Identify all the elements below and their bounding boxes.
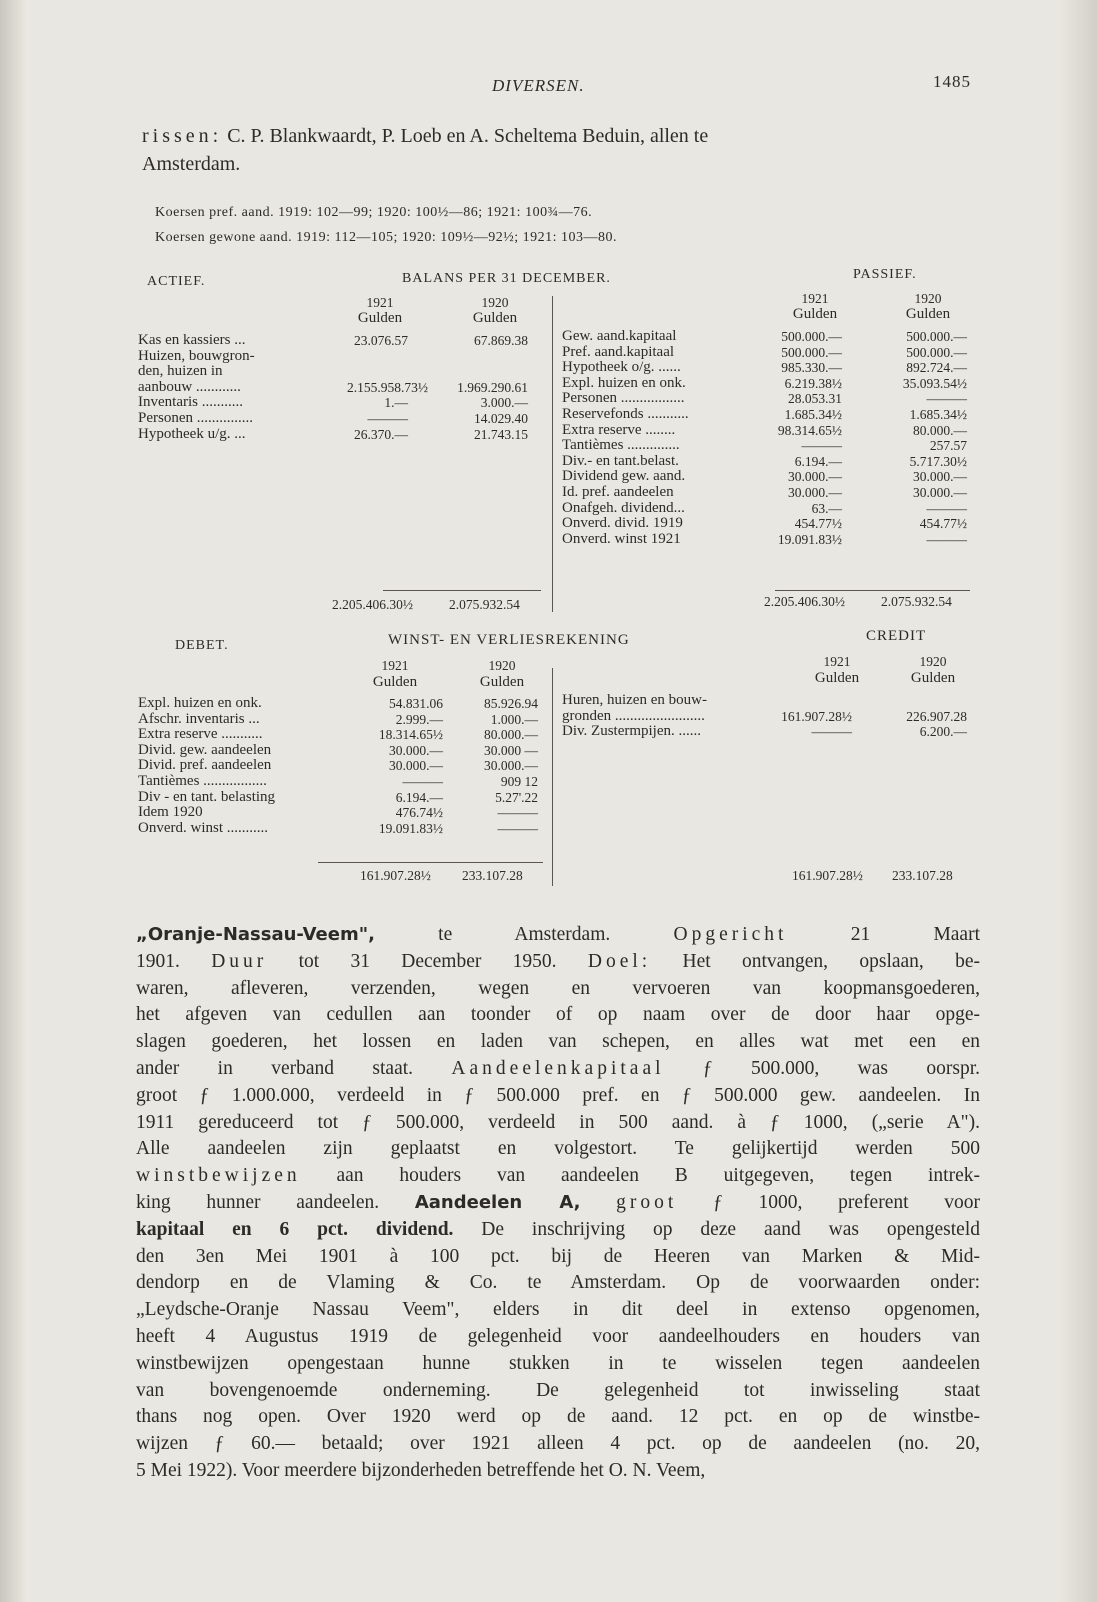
value-1920: 80.000.— [913,422,967,438]
value-1921: 19.091.83½ [777,531,842,547]
text-line [136,1458,980,1485]
row-label: Tantièmes .............. [562,437,680,454]
value-1921: ——— [402,773,443,789]
value-1920: 30.000.— [484,758,538,774]
row-label: Extra reserve ........ [562,421,676,438]
table-row [138,821,548,837]
koersen-gewoon: Koersen gewone aand. 1919: 112—105; 1920: 109½—92½; 1921: 103—80. [155,230,618,245]
row-label: Onverd. winst ........... [138,819,268,836]
value-1920: 1.000.— [490,711,538,727]
text-segment [580,1192,616,1213]
actief-year-1921: 1921 [366,295,394,310]
text-segment: winstbewijzen [136,1165,301,1187]
value-1921: 98.314.65½ [777,422,842,438]
actief-unit-1920: Gulden [472,310,518,326]
value-1920: 257.57 [929,438,967,454]
text-segment: 21 Maart [787,924,980,945]
value-1920: ——— [926,500,967,516]
table-row: Huizen, bouwgron- [138,347,255,364]
text-segment: „Oranje-Nassau-Veem", [136,924,375,945]
table-row: aanbouw ............ 2.155.958.73½ 1.969.290.61 [138,378,528,395]
page-number: 1485 [933,72,971,91]
credit-rows [562,693,982,740]
text-segment: Alle aandeelen zijn geplaatst en volgestort. Te gelijkertijd werden 500 [136,1138,980,1160]
text-line [136,976,980,1003]
table-row [138,790,548,806]
text-line [136,1378,980,1405]
balans-title: BALANS PER 31 DECEMBER. [402,271,611,286]
text-segment: De inschrijving op deze aand was opengesteld [453,1218,980,1240]
value-1920: 500.000.— [906,344,967,360]
text-line [136,922,980,949]
text-segment: waren, afleveren, verzenden, wegen en vervoeren van koopmansgoederen, [136,977,980,999]
value-1920: 5.27'.22 [495,789,538,805]
passief-year-1920: 1920 [914,291,942,306]
text-line [136,1324,980,1351]
value-1921: 30.000.— [389,742,443,758]
text-segment: van bovengenoemde onderneming. De gelegenheid tot inwisseling staat [136,1379,980,1401]
debet-unit-1921: Gulden [372,674,418,690]
value-1920: 892.724.— [906,360,967,376]
text-segment: wijzen ƒ 60.— betaald; over 1921 alleen 4 pct. op de aandeelen (no. 20, [136,1433,980,1455]
text-segment: Aandeelenkapitaal [451,1057,665,1079]
value-1920: 35.093.54½ [902,375,967,391]
text-line [136,1056,980,1083]
value-1921: ——— [801,438,842,454]
text-segment: „Leydsche-Oranje Nassau Veem", elders in dit deel in extenso opgenomen, [136,1299,980,1321]
text-segment: thans nog open. Over 1920 werd op de aand. 12 pct. en op de winstbe- [136,1406,980,1428]
passief-unit-1921: Gulden [792,306,838,322]
text-segment: king hunner aandeelen. [136,1191,415,1213]
text-segment: den 3en Mei 1901 à 100 pct. bij de Heeren van Marken & Mid- [136,1245,980,1267]
row-label: Personen ................. [562,390,685,407]
value-1920: 500.000.— [906,329,967,344]
text-segment: tot 31 December 1950. [267,950,588,972]
value-1921: 6.194.— [395,789,443,805]
text-segment: ƒ 500.000, was oorspr. [664,1057,980,1079]
text-segment: groot ƒ 1.000.000, verdeeld in ƒ 500.000 pref. en ƒ 500.000 gew. aandeelen. In [136,1084,980,1106]
text-segment: dendorp en de Vlaming & Co. te Amsterdam. Op de voorwaarden onder: [136,1272,980,1294]
value-1921: 30.000.— [788,484,842,500]
value-1921: 476.74½ [395,805,443,821]
text-segment: 5 Mei 1922). Voor meerdere bijzonderheden betreffende het O. N. Veem, [136,1459,706,1481]
row-label: Hypotheek o/g. ...... [562,359,681,376]
company-description [136,922,980,1485]
passief-total-1920: 2.075.932.54 [881,594,952,609]
winst-divider [552,668,553,886]
text-segment: Doel: [587,950,652,972]
text-line [136,1351,980,1378]
actief-year-1920: 1920 [481,295,509,310]
value-1921: 54.831.06 [389,696,443,711]
value-1921: 500.000.— [781,344,842,360]
row-label: Gew. aand.kapitaal [562,328,677,344]
value-1920: 5.717.30½ [909,453,967,469]
value-1920: 30.000 — [484,742,538,758]
text-line [136,1404,980,1431]
text-segment: het afgeven van cedullen aan toonder of op naam over de door haar opge- [136,1004,980,1026]
value-1920: 909 12 [500,773,538,789]
value-1920: 80.000.— [484,727,538,743]
text-segment: Aandeelen A, [414,1191,581,1213]
table-row: Kas en kassiers ... 23.076.57 67.869.38 [138,332,528,348]
value-1920: ——— [926,391,967,407]
row-label: Reservefonds ........... [562,405,689,422]
text-line [136,1190,980,1217]
section-header: DIVERSEN. [492,76,585,95]
value-1921: 30.000.— [788,469,842,485]
table-row: Huren, huizen en bouw- [562,692,707,708]
table-row [138,727,548,743]
text-line [136,1110,980,1137]
row-label: Expl. huizen en onk. [562,374,686,391]
text-line [136,1270,980,1297]
intro-line2: Amsterdam. [142,153,241,175]
table-row [138,774,548,790]
text-line [136,1163,980,1190]
value-1921: 30.000.— [389,758,443,774]
value-1921: 6.194.— [794,453,842,469]
table-row [138,743,548,759]
value-1921: 2.999.— [395,711,443,727]
value-1921: 985.330.— [781,360,842,376]
passief-label: PASSIEF. [853,267,917,282]
row-label: Div.- en tant.belast. [562,452,679,469]
value-1920: 30.000.— [913,469,967,485]
row-label: Div - en tant. belasting [138,788,276,805]
debet-year-1920: 1920 [488,658,516,673]
table-row [138,805,548,821]
text-line [136,1029,980,1056]
actief-total-1921: 2.205.406.30½ [332,597,413,612]
table-row [138,758,548,774]
table-row: den, huizen in [138,363,223,380]
text-line [136,949,980,976]
value-1921: 63.— [811,500,842,516]
table-row: Hypotheek u/g. ... 26.370.— 21.743.15 [138,425,528,442]
text-segment: slagen goederen, het lossen en laden van schepen, en alles wat met een en [136,1031,980,1053]
debet-total-rule [318,862,543,863]
table-row: Personen ............... ——— 14.029.40 [138,409,528,426]
value-1920: 454.77½ [919,516,967,532]
actief-total-1920: 2.075.932.54 [449,597,520,612]
value-1921: 19.091.83½ [378,820,443,836]
text-segment: 1901. [136,950,212,972]
passief-total-1921: 2.205.406.30½ [764,594,845,609]
credit-unit-1921: Gulden [814,670,860,686]
value-1921: 454.77½ [794,516,842,532]
text-line [136,1244,980,1271]
row-label: Pref. aand.kapitaal [562,343,675,360]
table-row [138,712,548,728]
value-1920: ——— [497,820,538,836]
text-segment: ander in verband staat. [136,1057,452,1079]
credit-unit-1920: Gulden [910,670,956,686]
row-label: Idem 1920 [138,804,203,821]
credit-year-1920: 1920 [919,654,947,669]
value-1920: 85.926.94 [484,696,538,711]
row-label: Expl. huizen en onk. [138,695,262,711]
credit-total-1921: 161.907.28½ [792,868,863,883]
text-segment: 1911 gereduceerd tot ƒ 500.000, verdeeld in 500 aand. à ƒ 1000, („serie A"). [136,1111,980,1133]
actief-label: ACTIEF. [147,274,206,289]
row-label: Onverd. winst 1921 [562,530,681,547]
text-segment: Het ontvangen, opslaan, be- [651,950,980,972]
value-1921: 28.053.31 [788,391,842,407]
row-label: Afschr. inventaris ... [138,710,260,727]
table-row: gronden ........................ 161.907.28½ 226.907.28 [562,707,967,724]
text-line [136,1083,980,1110]
row-label: Divid. gew. aandeelen [138,741,272,758]
text-segment: Duur [211,950,268,972]
value-1921: 6.219.38½ [784,375,842,391]
value-1920: ——— [497,805,538,821]
debet-total-1920: 233.107.28 [462,868,523,883]
text-segment: heeft 4 Augustus 1919 de gelegenheid voor aandeelhouders en houders van [136,1325,980,1347]
passief-year-1921: 1921 [801,291,829,306]
text-line [136,1136,980,1163]
debet-year-1921: 1921 [381,658,409,673]
value-1921: 18.314.65½ [378,727,443,743]
text-segment: Opgericht [673,924,788,945]
row-label: Tantièmes ................. [138,772,267,789]
row-label: Dividend gew. aand. [562,468,686,485]
text-segment: groot [616,1191,678,1213]
row-label: Id. pref. aandeelen [562,483,674,500]
table-row [138,696,548,712]
actief-unit-1921: Gulden [357,310,403,326]
intro-spaced-word: rissen: [142,125,223,147]
debet-unit-1920: Gulden [479,674,525,690]
table-row: Div. Zustermpijen. ...... ——— 6.200.— [562,723,967,740]
debet-rows [138,696,548,836]
value-1921: 500.000.— [781,329,842,344]
text-segment: winstbewijzen opengestaan hunne stukken in te wisselen tegen aandeelen [136,1352,980,1374]
text-line [136,1217,980,1244]
credit-year-1921: 1921 [823,654,851,669]
row-label: Onafgeh. dividend... [562,499,685,516]
text-segment: te Amsterdam. [374,924,674,945]
row-label: Onverd. divid. 1919 [562,515,683,532]
table-row: Inventaris ........... 1.— 3.000.— [138,394,528,411]
value-1920: 30.000.— [913,484,967,500]
text-line [136,1431,980,1458]
passief-unit-1920: Gulden [905,306,951,322]
text-line [136,1002,980,1029]
koersen-pref: Koersen pref. aand. 1919: 102—99; 1920: 100½—86; 1921: 100¾—76. [155,205,593,220]
value-1920: 1.685.34½ [909,406,967,422]
text-segment: ƒ 1000, preferent voor [677,1191,980,1213]
debet-total-1921: 161.907.28½ [360,868,431,883]
text-segment: kapitaal en 6 pct. dividend. [136,1218,454,1240]
row-label: Extra reserve ........... [138,726,263,743]
row-label: Divid. pref. aandeelen [138,757,272,774]
value-1921: 1.685.34½ [784,406,842,422]
text-segment: aan houders van aandeelen B uitgegeven, tegen intrek- [300,1165,980,1187]
debet-label: DEBET. [175,638,229,653]
credit-label: CREDIT [866,628,927,644]
credit-total-1920: 233.107.28 [892,868,953,883]
value-1920: ——— [926,531,967,547]
winst-title: WINST- EN VERLIESREKENING [388,632,630,648]
intro-line1: C. P. Blankwaardt, P. Loeb en A. Scheltema Beduin, allen te [222,125,709,147]
text-line [136,1297,980,1324]
